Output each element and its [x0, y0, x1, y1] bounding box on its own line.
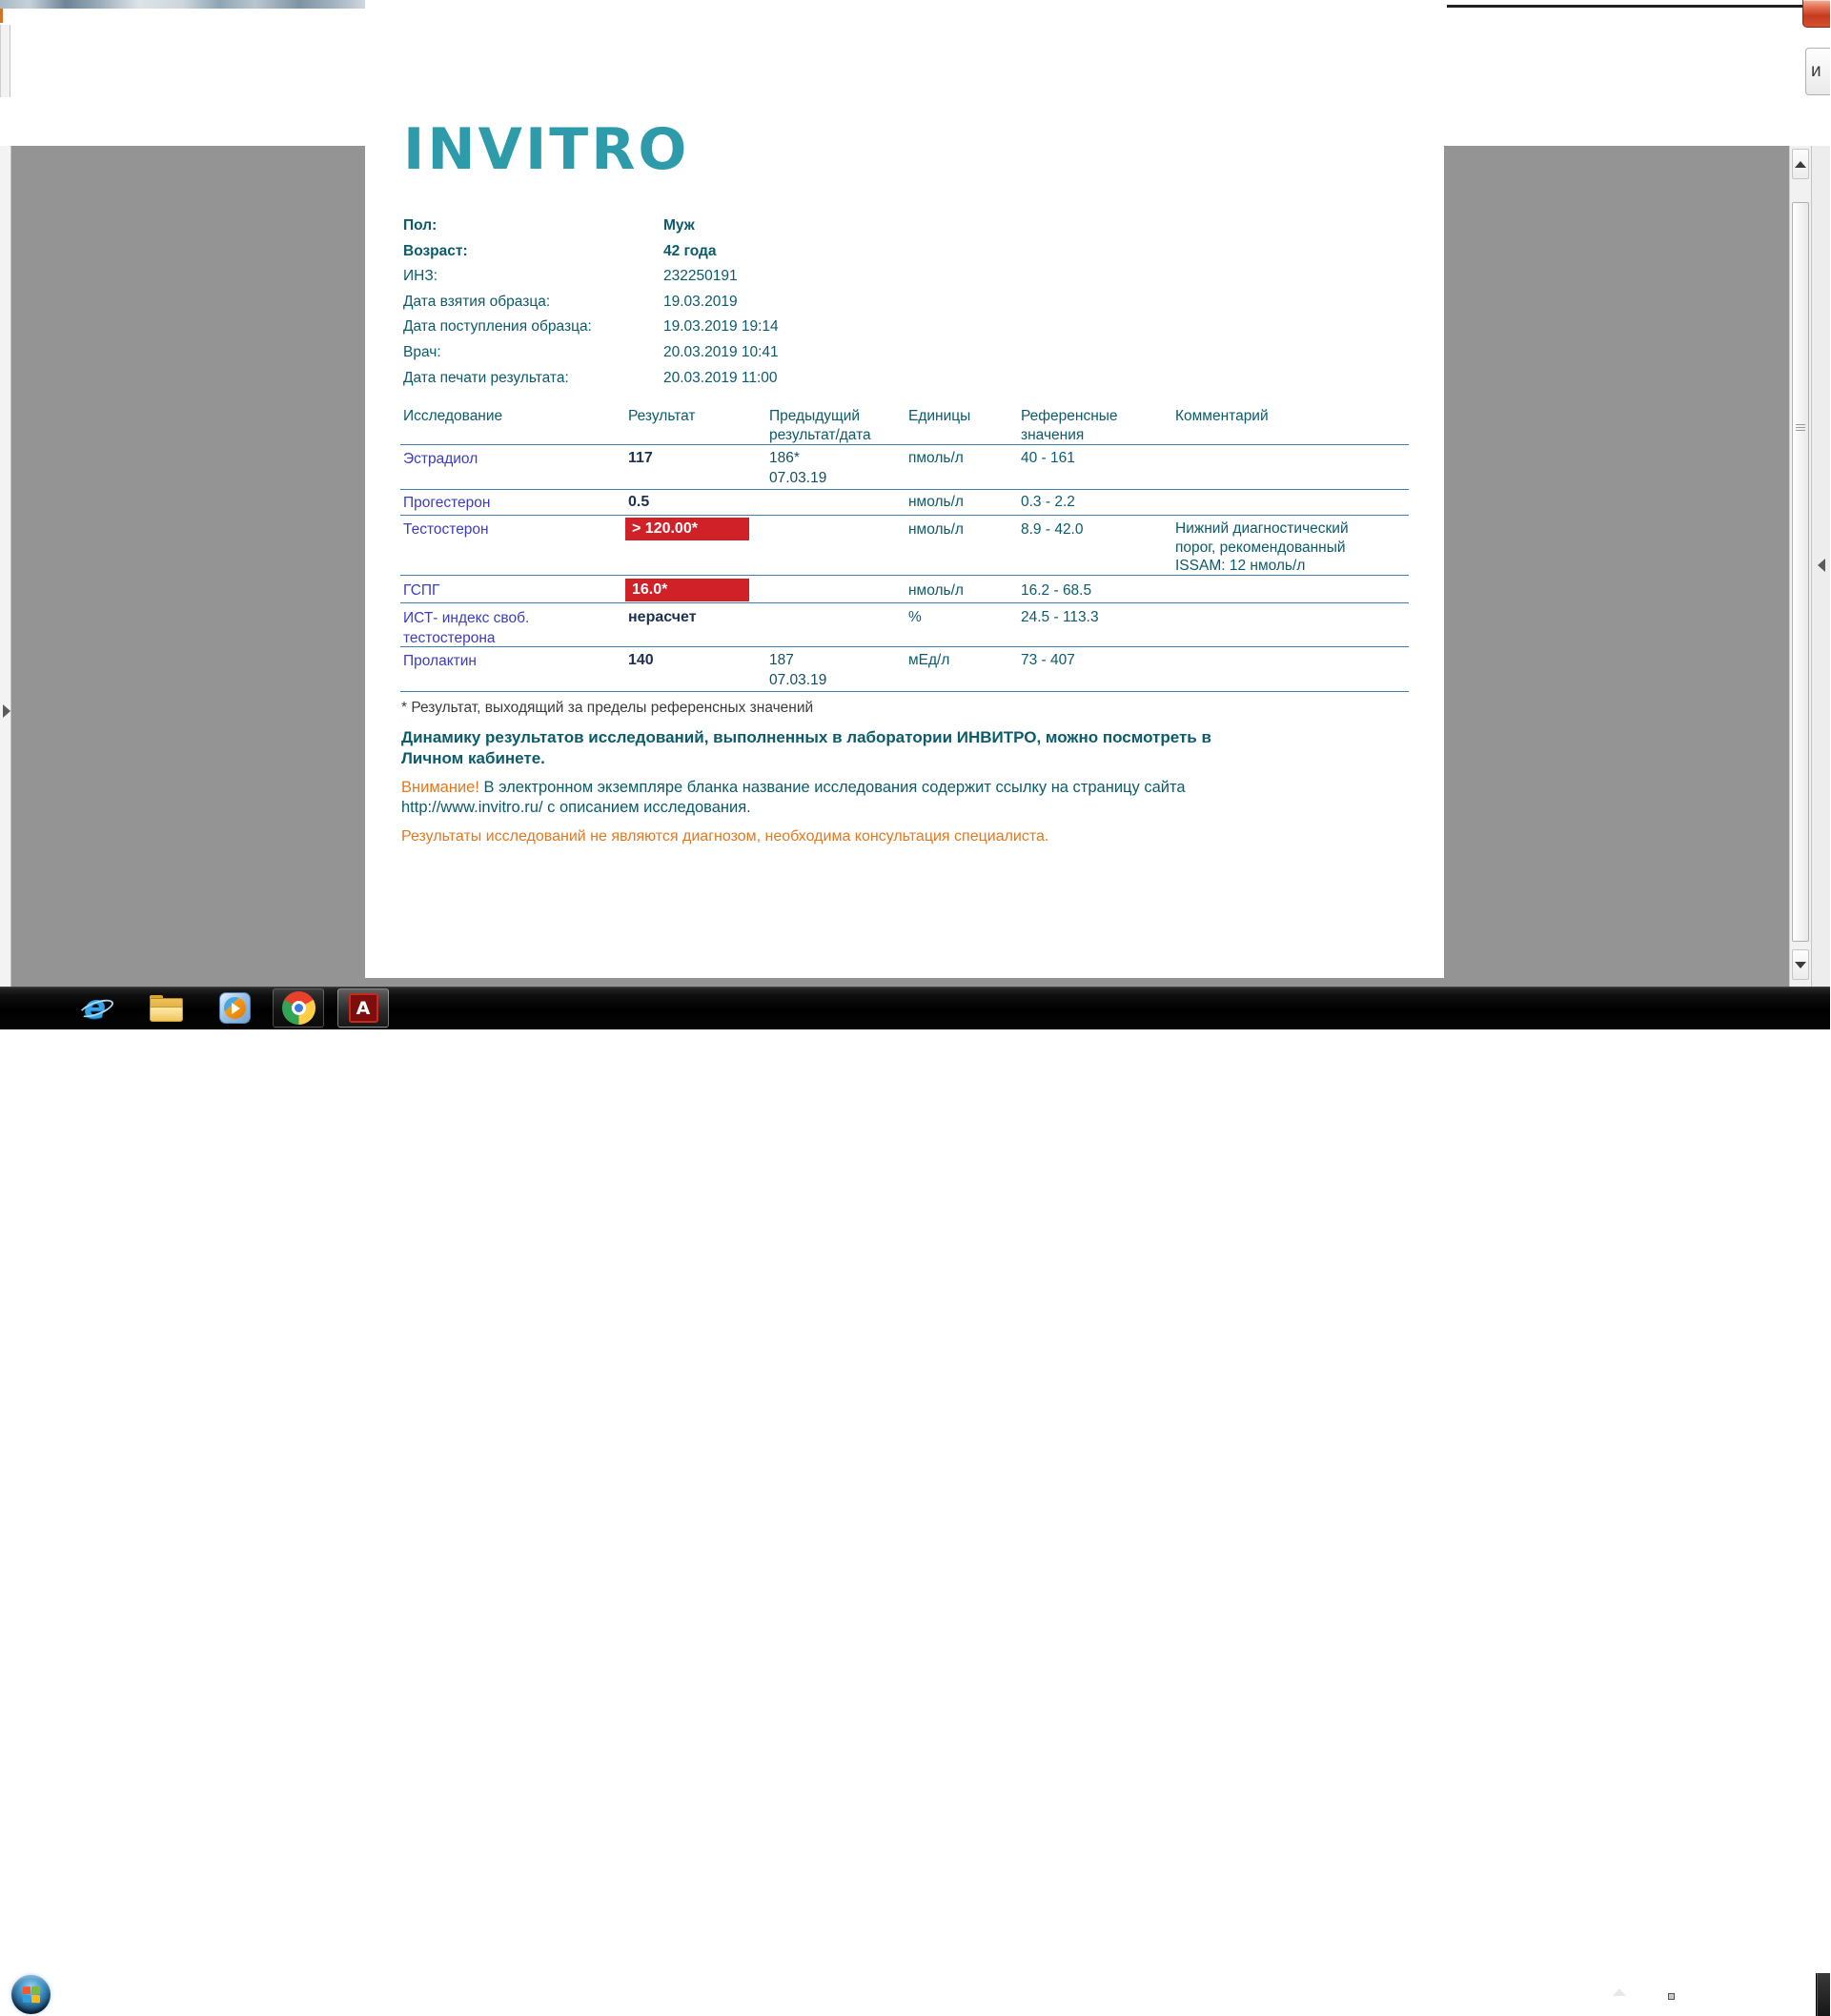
table-header-divider — [400, 444, 1409, 445]
attention-label: Внимание! — [401, 779, 479, 796]
vertical-scrollbar[interactable] — [1789, 146, 1811, 987]
result-value: 140 — [628, 652, 654, 668]
clock-time: 18:02 — [1752, 1978, 1786, 1993]
info-value: Муж — [663, 217, 695, 234]
units: нмоль/л — [908, 494, 964, 510]
patient-info — [403, 214, 779, 391]
taskbar — [0, 987, 1830, 2009]
info-label: Врач: — [403, 343, 441, 360]
result-flag-high — [625, 518, 749, 540]
browser-window-fragment — [0, 0, 1830, 146]
scroll-down-button[interactable] — [1792, 949, 1809, 980]
internet-explorer-icon: e — [79, 991, 113, 1026]
col-header-units: Единицы — [908, 408, 971, 424]
clock-date: 20.03.2019 — [1737, 1995, 1801, 2009]
info-value: 20.03.2019 10:41 — [663, 343, 779, 360]
info-row-print-date — [403, 366, 779, 392]
show-desktop-button[interactable] — [1816, 1973, 1830, 2016]
previous-result: 187 — [769, 652, 794, 668]
nav-pane-collapsed — [0, 146, 11, 987]
info-row-inz — [403, 264, 779, 290]
previous-date: 07.03.19 — [769, 470, 827, 486]
info-row-age — [403, 239, 779, 265]
test-link[interactable]: Тестостерон — [403, 521, 489, 538]
nav-pane-expand-icon[interactable] — [3, 704, 10, 718]
network-icon[interactable] — [1668, 1984, 1689, 2003]
info-value: 42 года — [663, 242, 717, 259]
photo-thumbnail-fragment — [0, 0, 365, 9]
test-link[interactable]: Прогестерон — [403, 495, 491, 511]
reference-range: 40 - 161 — [1021, 450, 1075, 466]
action-center-flag-icon[interactable]: ⚑ — [1639, 1982, 1655, 2001]
invitro-link[interactable]: http://www.invitro.ru/ — [401, 799, 543, 816]
col-header-result: Результат — [628, 408, 696, 424]
arrow-down-icon — [1795, 962, 1806, 968]
info-value: 20.03.2019 11:00 — [663, 369, 778, 386]
footnote: * Результат, выходящий за пределы референсных значений — [401, 700, 814, 716]
partial-button[interactable] — [1805, 48, 1830, 95]
reference-range: 73 - 407 — [1021, 652, 1075, 668]
dynamics-note: Динамику результатов исследований, выполненных в лаборатории ИНВИТРО, можно посмотреть в Личном кабинете. — [401, 728, 1211, 767]
tray-clock[interactable] — [1707, 1977, 1831, 2011]
units: мЕд/л — [908, 652, 950, 668]
info-row-sample-date — [403, 290, 779, 316]
row-divider — [400, 691, 1409, 692]
info-row-arrival-date — [403, 315, 779, 340]
internet-explorer-button[interactable] — [71, 988, 122, 1028]
col-header-comment: Комментарий — [1175, 408, 1269, 424]
arrow-up-icon — [1795, 161, 1806, 168]
row-divider — [400, 646, 1409, 647]
comment: Нижний диагностический порог, рекомендованный ISSAM: 12 нмоль/л — [1175, 520, 1349, 574]
info-label: ИНЗ: — [403, 268, 438, 285]
partial-button-label: и — [1811, 61, 1821, 81]
adobe-reader-button[interactable] — [337, 988, 389, 1028]
previous-date: 07.03.19 — [769, 672, 827, 688]
info-value: 232250191 — [663, 268, 738, 285]
window-edge-strip — [0, 25, 10, 97]
row-divider — [400, 602, 1409, 603]
col-header-test: Исследование — [403, 408, 503, 424]
info-value: 19.03.2019 — [663, 293, 738, 310]
result-value: 16.0* — [632, 581, 668, 598]
info-label: Дата печати результата: — [403, 369, 569, 386]
scrollbar-grip — [1796, 424, 1805, 433]
units: пмоль/л — [908, 450, 964, 466]
language-indicator[interactable]: RU — [1573, 1985, 1593, 2001]
result-value: 117 — [628, 450, 653, 466]
windows-explorer-button[interactable] — [140, 988, 192, 1028]
window-edge-fragment — [0, 9, 3, 23]
info-label: Дата взятия образца: — [403, 293, 551, 310]
close-icon[interactable] — [1802, 0, 1830, 28]
info-row-doctor — [403, 340, 779, 366]
units: нмоль/л — [908, 521, 964, 538]
attention-text-2: с описанием исследования. — [542, 799, 751, 816]
window-top-border — [1447, 5, 1803, 8]
scroll-up-button[interactable] — [1792, 149, 1809, 179]
chrome-icon — [282, 991, 315, 1025]
info-label: Пол: — [403, 217, 437, 234]
reference-range: 16.2 - 68.5 — [1021, 582, 1092, 599]
windows-logo-icon — [23, 1986, 40, 2004]
media-player-button[interactable] — [209, 988, 260, 1028]
document-page — [365, 116, 1444, 978]
units: % — [908, 609, 922, 625]
scrollbar-thumb[interactable] — [1792, 202, 1809, 942]
tray-expand-icon[interactable] — [1613, 1988, 1626, 1996]
panel-expand-icon[interactable] — [1818, 559, 1825, 572]
previous-result: 186* — [769, 450, 800, 466]
attention-note — [401, 778, 1245, 818]
info-row-sex — [403, 214, 779, 239]
invitro-logo: INVITRO — [403, 116, 690, 183]
test-link[interactable]: ИСТ- индекс своб. тестостерона — [403, 610, 530, 646]
test-link[interactable]: Эстрадиол — [403, 451, 478, 467]
reference-range: 24.5 - 113.3 — [1021, 609, 1099, 625]
chrome-button[interactable] — [273, 988, 324, 1028]
units: нмоль/л — [908, 582, 964, 599]
result-flag-low — [625, 579, 749, 601]
result-value: 0.5 — [628, 494, 650, 510]
info-label: Возраст: — [403, 242, 468, 259]
col-header-previous: Предыдущий результат/дата — [769, 408, 871, 443]
test-link[interactable]: ГСПГ — [403, 582, 440, 599]
row-divider — [400, 515, 1409, 516]
row-divider — [400, 575, 1409, 576]
result-value: > 120.00* — [632, 520, 698, 537]
folder-icon — [150, 995, 183, 1022]
attention-text-1: В электронном экземпляре бланка название исследования содержит ссылку на страницу сайта — [478, 779, 1186, 796]
row-divider — [400, 489, 1409, 490]
reference-range: 8.9 - 42.0 — [1021, 521, 1084, 538]
test-link[interactable]: Пролактин — [403, 653, 477, 669]
result-value: нерасчет — [628, 609, 697, 625]
right-panel-collapsed — [1811, 146, 1830, 987]
reference-range: 0.3 - 2.2 — [1021, 494, 1075, 510]
media-player-icon — [219, 992, 251, 1024]
start-button[interactable] — [11, 1975, 51, 2014]
disclaimer-note: Результаты исследований не являются диагнозом, необходима консультация специалиста. — [401, 828, 1049, 845]
info-value: 19.03.2019 19:14 — [663, 318, 779, 336]
col-header-reference: Референсные значения — [1021, 408, 1118, 443]
info-label: Дата поступления образца: — [403, 318, 592, 336]
adobe-reader-icon: A — [349, 993, 378, 1023]
